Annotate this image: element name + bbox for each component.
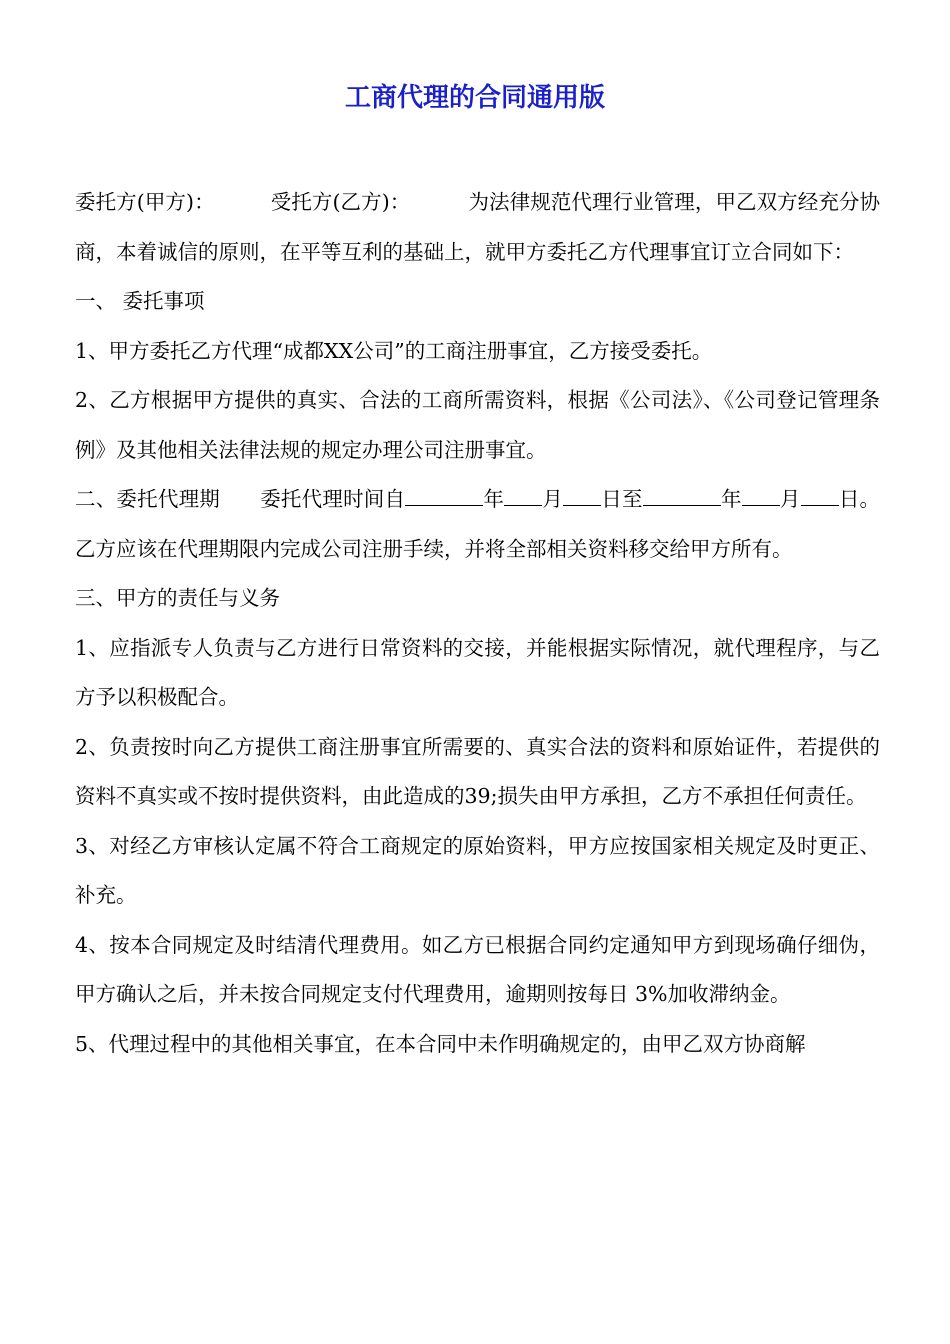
party-a-label: 委托方(甲方)： bbox=[75, 190, 215, 214]
section-3-item-1: 1、应指派专人负责与乙方进行日常资料的交接，并能根据实际情况，就代理程序，与乙方予以积极配合。 bbox=[75, 635, 880, 709]
day-to-label: 日至 bbox=[601, 487, 643, 511]
section-2-lead: 委托代理时间自 bbox=[260, 487, 406, 511]
section-3-item-3: 3、对经乙方审核认定属不符合工商规定的原始资料，甲方应按国家相关规定及时更正、补充。 bbox=[75, 833, 880, 907]
blank-day-2 bbox=[801, 485, 839, 506]
intro-text: 为法律规范代理行业管理，甲乙双方经充分协商，本着诚信的原则，在平等互利的基础上，就甲方委托乙方代理事宜订立合同如下： bbox=[75, 190, 881, 264]
month-label: 月 bbox=[542, 487, 564, 511]
blank-day-1 bbox=[563, 485, 601, 506]
section-2-paragraph bbox=[75, 475, 880, 574]
intro-paragraph bbox=[75, 178, 880, 277]
section-1-heading: 一、 委托事项 bbox=[75, 289, 205, 313]
section-3-item-4: 4、按本合同规定及时结清代理费用。如乙方已根据合同约定通知甲方到现场确仔细伪，甲方确认之后，并未按合同规定支付代理费用，逾期则按每日 3%加收滞纳金。 bbox=[75, 932, 880, 1006]
year-label: 年 bbox=[720, 487, 742, 511]
section-1-item-2: 2、乙方根据甲方提供的真实、合法的工商所需资料，根据《公司法》、《公司登记管理条例》及其他相关法律法规的规定办理公司注册事宜。 bbox=[75, 388, 880, 462]
section-2-heading: 二、委托代理期 bbox=[75, 487, 220, 511]
blank-month-2 bbox=[742, 485, 780, 506]
section-1-item-1: 1、甲方委托乙方代理“成都XX公司”的工商注册事宜，乙方接受委托。 bbox=[75, 338, 713, 363]
section-2-tail: 日。乙方应该在代理期限内完成公司注册手续，并将全部相关资料移交给甲方所有。 bbox=[75, 487, 881, 561]
month-label: 月 bbox=[779, 487, 801, 511]
party-b-label: 受托方(乙方)： bbox=[270, 190, 411, 214]
blank-month-1 bbox=[504, 485, 542, 506]
section-3-item-5: 5、代理过程中的其他相关事宜，在本合同中未作明确规定的，由甲乙双方协商解 bbox=[75, 1031, 806, 1056]
document-body bbox=[75, 178, 880, 1069]
document-title: 工商代理的合同通用版 bbox=[344, 83, 605, 113]
section-3-item-2: 2、负责按时向乙方提供工商注册事宜所需要的、真实合法的资料和原始证件，若提供的资料不真实或不按时提供资料，由此造成的39;损失由甲方承担，乙方不承担任何责任。 bbox=[75, 734, 880, 808]
blank-year-2 bbox=[643, 485, 721, 506]
section-3-heading: 三、甲方的责任与义务 bbox=[75, 586, 280, 610]
blank-year-1 bbox=[405, 485, 483, 506]
year-label: 年 bbox=[483, 487, 505, 511]
